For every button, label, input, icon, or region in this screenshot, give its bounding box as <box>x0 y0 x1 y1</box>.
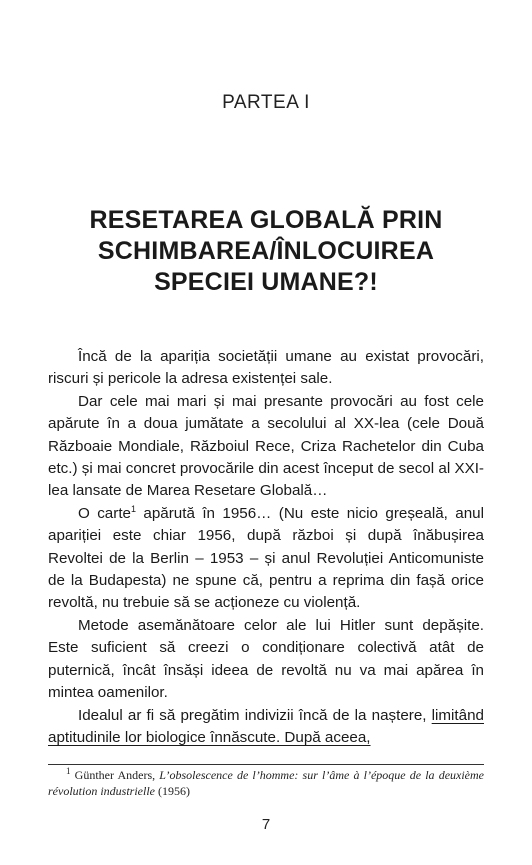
chapter-title-line-2: SCHIMBAREA/ÎNLOCUIREA <box>97 237 435 265</box>
paragraph-2: Dar cele mai mari și mai presante provocări au fost cele apărute în a doua jumătate a secolului al XX-lea (cele Două Războaie Mondiale, Războiul Rece, Criza Rachetelor din Cuba etc.) și mai concret provocările din acest început de secol al XXI-lea lansate de Marea Resetare Globală… <box>48 392 484 500</box>
body-text <box>48 346 484 749</box>
paragraph-5-start: Idealul ar fi să pregătim indivizii încă de la naștere, <box>78 706 432 724</box>
page-number: 7 <box>261 816 271 833</box>
chapter-title <box>40 205 492 298</box>
paragraph-5-underlined: limitând aptitudinile lor biologice înnăscute. După aceea, <box>48 706 484 746</box>
footnote-reference[interactable]: 1 <box>130 503 136 514</box>
footnote-book-title: L’obsolescence de l’homme: sur l’âme à l’époque de la deuxième révolution industrielle <box>48 768 485 798</box>
part-heading: PARTEA I <box>222 92 310 113</box>
footnote-divider <box>48 764 484 765</box>
chapter-title-line-1: RESETAREA GLOBALĂ PRIN <box>89 206 443 234</box>
footnote-number: 1 <box>66 766 71 776</box>
paragraph-1: Încă de la apariția societății umane au existat provocări, riscuri și pericole la adresa existenței sale. <box>48 348 484 388</box>
paragraph-3 <box>48 503 484 615</box>
footnote-year: (1956) <box>155 784 190 798</box>
paragraph-5 <box>48 705 484 750</box>
chapter-title-line-3: SPECIEI UMANE?! <box>154 268 378 296</box>
paragraph-3-rest: apărută în 1956… (Nu este nicio greșeală, anul apariției este chiar 1956, după război și după înăbușirea Revoltei de la Berlin – 1953 – și anul Revoluției Anticomuniste de la Budapesta) ne spune că, pentru a reprima din fașă orice revoltă, nu trebuie să se acționeze cu violență. <box>48 504 484 612</box>
footnote-author: Günther Anders, <box>74 768 160 782</box>
paragraph-4: Metode asemănătoare celor ale lui Hitler sunt depășite. Este suficient să creezi o condiționare colectivă atât de puternică, încât însăși ideea de revoltă nu va mai apărea în mintea oamenilor. <box>48 616 484 702</box>
paragraph-3-start: O carte <box>78 504 131 522</box>
footnote <box>48 767 484 799</box>
